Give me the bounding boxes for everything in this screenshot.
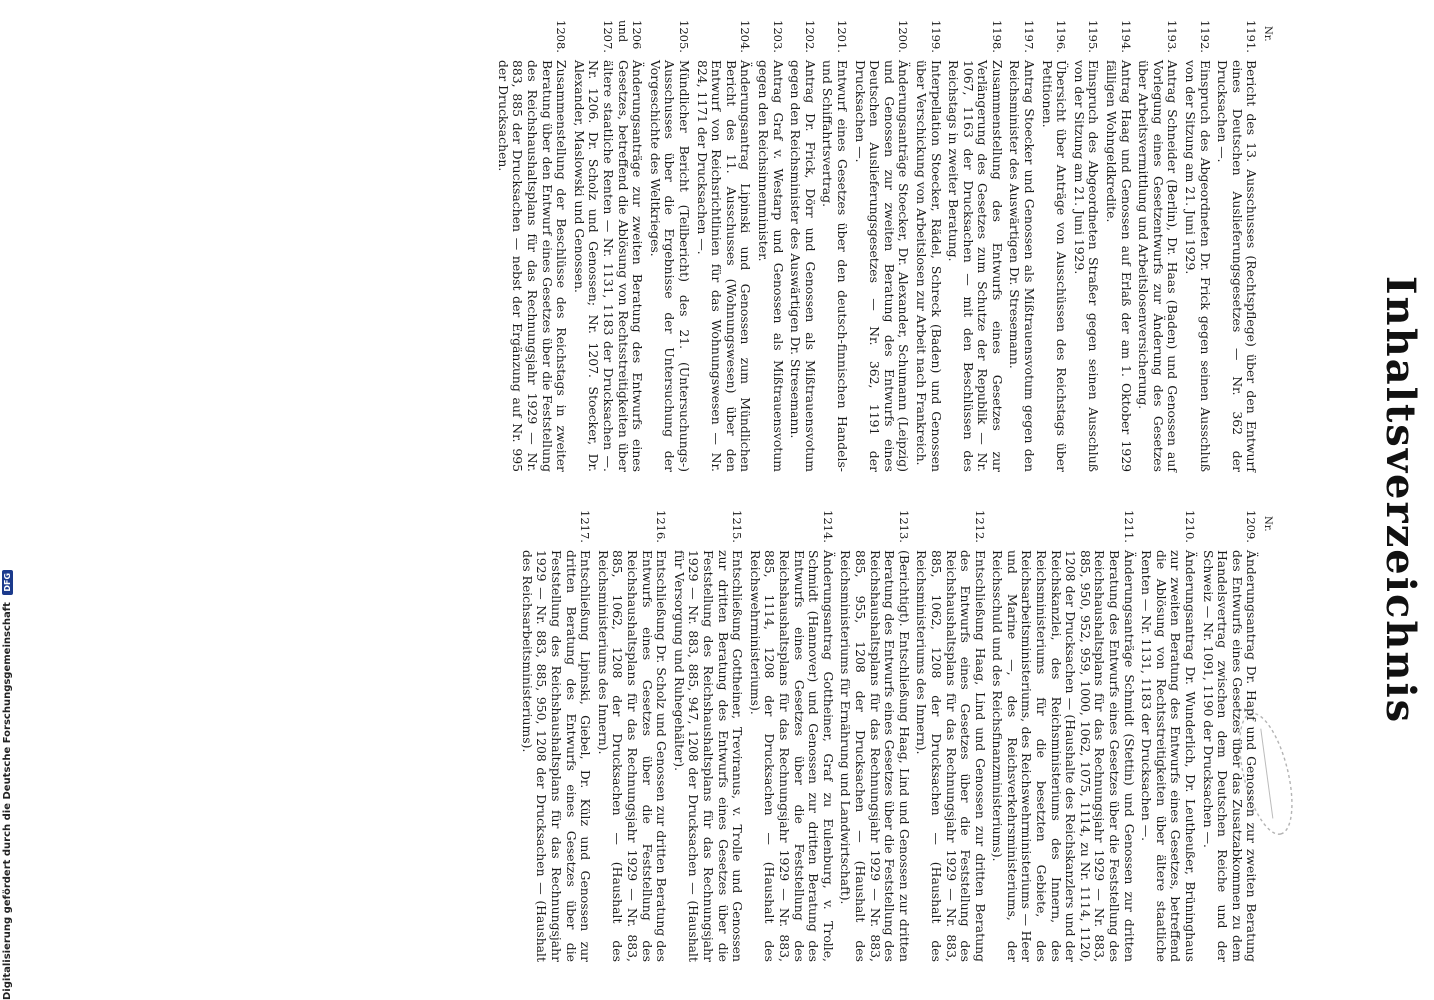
toc-entry xyxy=(495,20,568,472)
entry-number: 1194. xyxy=(1118,20,1133,53)
right-column xyxy=(0,510,1274,962)
entry-number: 1211. xyxy=(1121,510,1136,543)
left-entry-list xyxy=(495,20,1258,472)
entry-text: Änderungsantrag Lipinski und Genossen zum Mündlichen Bericht des 11. Ausschusses (Wohnungswesen) über den Entwurf von Reichsrichtlinien für das Wohnungswesen — Nr. 824, 1171 der Drucksachen —. xyxy=(694,60,754,472)
entry-number: 1205. xyxy=(677,20,692,53)
entry-text: Antrag Stoecker und Genossen als Mißtrauensvotum gegen den Reichsminister des Auswärtigen Dr. Stresemann. xyxy=(1007,60,1038,472)
toc-entry xyxy=(1215,20,1259,472)
entry-number: 1208. xyxy=(554,20,569,53)
right-entry-list xyxy=(519,510,1258,962)
entry-text: Änderungsantrag Dr. Hapf und Genossen zur zweiten Beratung des Entwurfs eines Gesetzes über das Zusatzabkommen zu dem Handelsvertrag zwischen dem Deutschen Reiche und der Schweiz — Nr. 1091, 1190 der Drucksachen —. xyxy=(1200,550,1260,962)
toc-entry xyxy=(838,510,911,962)
entry-number: 1201. xyxy=(834,20,849,53)
entry-text: Einspruch des Abgeordneten Straßer gegen seinen Ausschluß von der Sitzung am 21. Juni 1929. xyxy=(1071,60,1102,472)
digitization-note xyxy=(0,0,18,1000)
toc-entry xyxy=(1139,510,1197,962)
toc-entry xyxy=(788,20,817,472)
entry-number: 1193. xyxy=(1165,20,1180,53)
document-title: Inhaltsverzeichnis xyxy=(1377,275,1424,725)
entry-text: Änderungsantrag Dr. Wunderlich, Dr. Leutheußer, Brüninghaus zur zweiten Beratung des Entwurfs eines Gesetzes, betreffend die Ablösung von Rechtsstreitigkeiten über ältere staatliche Renten — Nr. 1131, 1183 der Drucksachen —. xyxy=(1139,550,1199,962)
nr-heading: Nr. xyxy=(1262,516,1273,532)
entry-text: (Berichtigt). Entschließung Haag, Lind und Genossen zur dritten Beratung des Entwurfs eines Gesetzes über die Feststellung des Reichshaushaltsplans für das Rechnungsjahr 1929 — Nr. 883, 885, 955, 1208 der Drucksachen — (Haushalt des Reichsministeriums für Ernährung und Landwirtschaft). xyxy=(838,550,912,962)
toc-entry xyxy=(1039,20,1068,472)
entry-text: Zusammenstellung der Beschlüsse des Reichstags in zweiter Beratung über den Entwurf eines Gesetzes über die Feststellung des Reichshaushaltsplans für das Rechnungsjahr 1929 — Nr. 883, 885 der Drucksachen — nebst der Ergänzung auf Nr. 995 der Drucksachen. xyxy=(495,60,570,472)
toc-entry xyxy=(571,20,644,472)
toc-entry xyxy=(1071,20,1100,472)
entry-number: 1196. xyxy=(1054,20,1069,53)
entry-number: 1197. xyxy=(1022,20,1037,53)
entry-text: Bericht des 13. Ausschusses (Rechtspflege) über den Entwurf eines Deutschen Auslieferungsgesetzes — Nr. 362 der Drucksachen —. xyxy=(1215,60,1260,472)
left-column xyxy=(0,20,1274,472)
entry-number: 1210. xyxy=(1183,510,1198,543)
entry-text: Antrag Dr. Frick, Dörr und Genossen als Mißtrauensvotum gegen den Reichsminister des Auswärtigen Dr. Stresemann. xyxy=(788,60,818,472)
entry-number: 1192. xyxy=(1197,20,1212,53)
toc-entry xyxy=(820,20,849,472)
entry-text: Antrag Haag und Genossen auf Erlaß der am 1. Oktober 1929 fälligen Wohngeldkredite. xyxy=(1104,60,1134,472)
entry-number: 1214. xyxy=(820,510,835,543)
entry-text: Änderungsantrag Gottheiner, Graf zu Eulenburg, v. Trolle, Schmidt (Hannover) und Genossen zur dritten Beratung des Entwurfs eines Gesetzes über die Feststellung des Reichshaushaltsplans für das Rechnungsjahr 1929 — Nr. 883, 885, 1114, 1208 der Drucksachen — (Haushalt des Reichswehrministeriums). xyxy=(747,550,836,962)
toc-entry xyxy=(1007,20,1036,472)
toc-entry xyxy=(1200,510,1258,962)
entry-number: 1204. xyxy=(738,20,753,53)
entry-number: 1203. xyxy=(770,20,785,53)
toc-entry xyxy=(747,510,835,962)
entry-number: 1217. xyxy=(578,510,593,543)
toc-entry xyxy=(647,20,691,472)
entry-number: 1215. xyxy=(730,510,745,543)
entry-text: Änderungsanträge Stoecker, Dr. Alexander, Schumann (Leipzig) und Genossen zur zweiten Beratung des Entwurfs eines Deutschen Auslieferungsgesetzes — Nr. 362, 1191 der Drucksachen —. xyxy=(852,60,912,472)
toc-entry xyxy=(852,20,910,472)
toc-entry xyxy=(595,510,668,962)
entry-number: 1209. xyxy=(1244,510,1259,543)
entry-text: Einspruch des Abgeordneten Dr. Frick gegen seinen Ausschluß von der Sitzung am 21. Juni 1929. xyxy=(1183,60,1213,472)
toc-entry xyxy=(694,20,752,472)
entry-text: Entschließung Haag, Lind und Genossen zur dritten Beratung des Entwurfs eines Gesetzes über die Feststellung des Reichshaushaltsplans für das Rechnungsjahr 1929 — Nr. 883, 885, 1062, 1208 der Drucksachen — (Haushalt des Reichsministeriums des Innern). xyxy=(914,550,988,962)
entry-number: 1202. xyxy=(802,20,817,53)
entry-text: Änderungsanträge Schmidt (Stettin) und Genossen zur dritten Beratung des Entwurfs eines Gesetzes über die Feststellung des Reichshaushaltsplans für das Rechnungsjahr 1929 — Nr. 883, 885, 950, 952, 959, 1000, 1062, 1075, 1114, zu Nr. 1114, 1120, 1208 der Drucksachen — (Haushalte des Reichskanzlers und der Reichskanzlei, des Reichsministeriums des Innern, des Reichsministeriums für die besetzten Gebiete, des Reichsarbeitsministeriums, des Reichswehrministeriums — Heer und Marine —, des Reichsverkehrsministeriums, der Reichsschuld und des Reichsfinanzministeriums). xyxy=(990,550,1137,962)
toc-entry xyxy=(1136,20,1180,472)
toc-entry xyxy=(914,510,987,962)
entry-number: 1216. xyxy=(654,510,669,543)
entry-text: Zusammenstellung des Entwurfs eines Gesetzes zur Verlängerung des Gesetzes zum Schutze der Republik — Nr. 1067, 1163 der Drucksachen — mit den Beschlüssen des Reichstags in zweiter Beratung. xyxy=(946,60,1005,472)
entry-number: 1199. xyxy=(928,20,943,53)
dfg-logo: DFG xyxy=(2,570,13,595)
entry-number: 1191. xyxy=(1244,20,1259,53)
toc-entry xyxy=(946,20,1004,472)
toc-entry xyxy=(755,20,784,472)
toc-entry xyxy=(519,510,592,962)
entry-number: 1198. xyxy=(989,20,1004,53)
entry-text: Übersicht über Anträge von Ausschüssen des Reichstags über Petitionen. xyxy=(1039,60,1070,472)
entry-text: Entschließung Lipinski, Giebel, Dr. Külz und Genossen zur dritten Beratung des Entwurfs eines Gesetzes über die Feststellung des Reichshaushaltsplans für das Rechnungsjahr 1929 — Nr. 883, 885, 950, 1208 der Drucksachen — (Haushalt des Reichsarbeitsministeriums). xyxy=(519,550,594,962)
entry-text: Entwurf eines Gesetzes über den deutsch-finnischen Handels- und Schiffahrtsvertrag. xyxy=(820,60,850,472)
entry-number: 1206 und 1207. xyxy=(601,20,645,53)
entry-number: 1212. xyxy=(972,510,987,543)
toc-entry xyxy=(913,20,942,472)
toc-entry xyxy=(1182,20,1211,472)
entry-text: Antrag Graf v. Westarp und Genossen als Mißtrauensvotum gegen den Reichsinnenminister. xyxy=(756,60,786,472)
entry-number: 1213. xyxy=(896,510,911,543)
toc-entry xyxy=(1103,20,1132,472)
entry-number: 1195. xyxy=(1086,20,1101,53)
toc-entry xyxy=(671,510,744,962)
entry-text: Antrag Schneider (Berlin), Dr. Haas (Baden) und Genossen auf Vorlegung eines Gesetzentwurfs zur Änderung des Gesetzes über Arbeitsvermittlung und Arbeitslosenversicherung. xyxy=(1136,60,1181,472)
nr-heading: Nr. xyxy=(1262,26,1273,42)
entry-text: Entschließung Gottheiner, Treviranus, v. Trolle und Genossen zur dritten Beratung des Entwurfs eines Gesetzes über die Feststellung des Reichshaushaltsplans für das Rechnungsjahr 1929 — Nr. 883, 885, 947, 1208 der Drucksachen — (Haushalt für Versorgung und Ruhegehälter). xyxy=(671,550,746,962)
entry-number: 1200. xyxy=(896,20,911,53)
entry-text: Mündlicher Bericht (Teilbericht) des 21. (Untersuchungs-) Ausschusses über die Ergebnisse der Untersuchung der Vorgeschichte des Weltkrieges. xyxy=(647,60,693,472)
funding-text: Digitalisierung gefördert durch die Deutsche Forschungsgemeinschaft xyxy=(2,602,13,1000)
entry-text: Entschließung Dr. Scholz und Genossen zur dritten Beratung des Entwurfs eines Gesetzes über die Feststellung des Reichshaushaltsplans für das Rechnungsjahr 1929 — Nr. 883, 885, 1062, 1208 der Drucksachen — (Haushalt des Reichsministeriums des Innern). xyxy=(595,550,670,962)
entry-text: Interpellation Stoecker, Rädel, Schreck (Baden) und Genossen über Verschickung von Arbeitslosen zur Arbeit nach Frankreich. xyxy=(913,60,944,472)
entry-text: Änderungsanträge zur zweiten Beratung des Entwurfs eines Gesetzes, betreffend die Ablösung von Rechtsstreitigkeiten über ältere staatliche Renten — Nr. 1131, 1183 der Drucksachen —. Nr. 1206. Dr. Scholz und Genossen; Nr. 1207. Stoecker, Dr. Alexander, Maslowski und Genossen. xyxy=(571,60,646,472)
toc-entry xyxy=(990,510,1136,962)
